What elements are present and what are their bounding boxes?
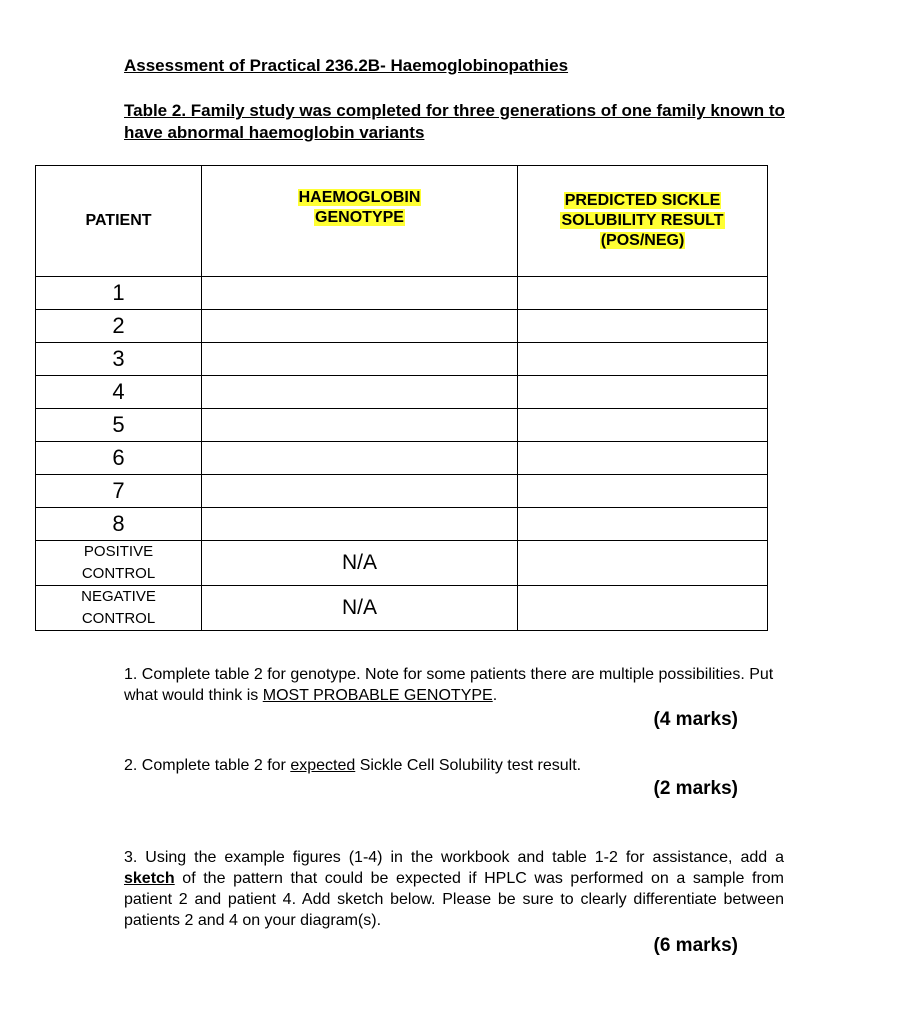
result-header-line3: (POS/NEG): [600, 232, 685, 249]
genotype-na: N/A: [202, 541, 518, 586]
patient-header: PATIENT: [36, 166, 202, 277]
genotype-cell[interactable]: [202, 343, 518, 376]
control-label-line2: CONTROL: [81, 565, 156, 582]
table-header-row: [36, 166, 768, 277]
table-row: [36, 508, 768, 541]
control-label-line1: NEGATIVE: [81, 588, 156, 605]
patient-number: 2: [36, 310, 202, 343]
table-row: [36, 376, 768, 409]
negative-control-row: [36, 586, 768, 631]
result-cell[interactable]: [518, 343, 768, 376]
patient-number: 8: [36, 508, 202, 541]
result-cell[interactable]: [518, 310, 768, 343]
table-row: [36, 409, 768, 442]
result-cell[interactable]: [518, 442, 768, 475]
genotype-cell[interactable]: [202, 409, 518, 442]
genotype-cell[interactable]: [202, 277, 518, 310]
patient-number: 1: [36, 277, 202, 310]
question-1-text: 1. Complete table 2 for genotype. Note for some patients there are multiple possibilities. Put what would think is: [124, 666, 774, 704]
family-study-table: [35, 165, 768, 631]
result-header-line1: PREDICTED SICKLE: [564, 192, 721, 209]
question-1-emphasis: MOST PROBABLE GENOTYPE: [262, 687, 493, 704]
genotype-header: [202, 166, 518, 277]
question-1-end: .: [492, 687, 498, 704]
control-label-line1: POSITIVE: [83, 543, 154, 560]
genotype-cell[interactable]: [202, 508, 518, 541]
result-cell[interactable]: [518, 508, 768, 541]
genotype-header-line2: GENOTYPE: [315, 209, 404, 226]
patient-number: 6: [36, 442, 202, 475]
document-title: Assessment of Practical 236.2B- Haemoglobinopathies: [124, 56, 569, 75]
question-2-emphasis: expected: [290, 757, 356, 774]
table-row: [36, 310, 768, 343]
question-2-marks: (2 marks): [653, 778, 738, 799]
question-2: [124, 755, 784, 776]
positive-control-row: [36, 541, 768, 586]
table-row: [36, 442, 768, 475]
question-3-marks: (6 marks): [653, 935, 738, 956]
table-caption: Table 2. Family study was completed for three generations of one family known to have abnormal haemoglobin variants: [124, 101, 785, 142]
result-header-line2: SOLUBILITY RESULT: [561, 212, 724, 229]
control-label-line2: CONTROL: [81, 610, 156, 627]
question-2-text: 2. Complete table 2 for: [124, 757, 291, 774]
result-cell[interactable]: [518, 586, 768, 631]
patient-number: 3: [36, 343, 202, 376]
table-row: [36, 343, 768, 376]
genotype-cell[interactable]: [202, 475, 518, 508]
question-3-end: of the pattern that could be expected if HPLC was performed on a sample from patient 2 and patient 4. Add sketch below. Please be sure to clearly differentiate between patients 2 and 4 on your diagram(s).: [124, 870, 784, 929]
genotype-header-line1: HAEMOGLOBIN: [298, 189, 421, 206]
question-1-marks: (4 marks): [653, 709, 738, 730]
result-cell[interactable]: [518, 541, 768, 586]
question-3: [124, 847, 784, 931]
table-row: [36, 475, 768, 508]
patient-number: 4: [36, 376, 202, 409]
genotype-cell[interactable]: [202, 376, 518, 409]
result-header: [518, 166, 768, 277]
result-cell[interactable]: [518, 475, 768, 508]
result-cell[interactable]: [518, 277, 768, 310]
question-3-emphasis: sketch: [124, 870, 175, 887]
positive-control-label: [36, 541, 202, 586]
question-1: [124, 664, 784, 706]
negative-control-label: [36, 586, 202, 631]
genotype-cell[interactable]: [202, 310, 518, 343]
result-cell[interactable]: [518, 376, 768, 409]
patient-number: 7: [36, 475, 202, 508]
genotype-na: N/A: [202, 586, 518, 631]
genotype-cell[interactable]: [202, 442, 518, 475]
question-2-end: Sickle Cell Solubility test result.: [355, 757, 582, 774]
patient-number: 5: [36, 409, 202, 442]
table-row: [36, 277, 768, 310]
question-3-text: 3. Using the example figures (1-4) in the workbook and table 1-2 for assistance, add a: [124, 849, 784, 866]
result-cell[interactable]: [518, 409, 768, 442]
